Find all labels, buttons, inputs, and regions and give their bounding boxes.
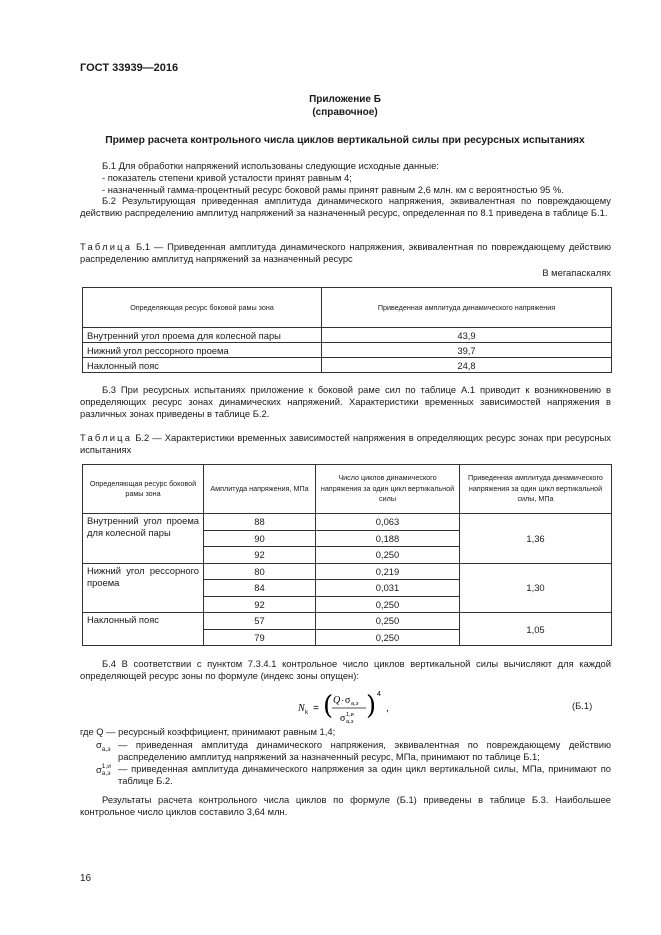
document-code: ГОСТ 33939—2016: [80, 62, 179, 74]
table-row: [83, 563, 612, 580]
formula-paren-left: (: [323, 691, 334, 721]
table-cell: 79: [204, 629, 316, 646]
table-row: [83, 358, 612, 373]
table2-caption: Таблица Б.2 — Характеристики временных зависимостей напряжения в определяющих ресурс зонах при ресурсных испытаниях: [80, 432, 611, 455]
table-b1: [82, 287, 612, 373]
table-header-row: [83, 288, 612, 328]
table-cell: 92: [204, 547, 316, 564]
section-b1: [80, 160, 611, 219]
page-number: 16: [80, 873, 92, 884]
table-header-cell: Определяющая ресурс боковой рамы зона: [83, 465, 204, 514]
formula-lhs-sub: k: [305, 710, 308, 716]
table-cell: 43,9: [322, 328, 612, 343]
definition-symbol: $\sigma_{а,э}$: [96, 739, 111, 753]
formula-sigma-num: σ: [345, 695, 351, 706]
table-cell: 1,30: [460, 563, 612, 613]
formula-lhs: N: [298, 703, 305, 714]
annex-title-line2: (справочное): [312, 107, 378, 118]
paragraph-b4: Б.4 В соответствии с пунктом 7.3.4.1 контрольное число циклов вертикальной силы вычисляют для каждой определяющей ресурс зоны по формуле (индекс зоны опущен):: [80, 658, 611, 681]
table-cell: Внутренний угол проема для колесной пары: [83, 328, 322, 343]
table-cell: Нижний угол рессорного проема: [83, 563, 204, 613]
formula-b1: [296, 686, 406, 730]
main-title: Пример расчета контрольного числа циклов вертикальной силы при ресурсных испытаниях: [105, 135, 585, 146]
table-row: [83, 343, 612, 358]
paragraph-b3: Б.3 При ресурсных испытаниях приложение к боковой раме сил по таблице А.1 приводит к возникновению в определяющих ресурс зонах динамических напряжений. Характеристики временных зависимостей напряжения в различных зонах приведены в таблице Б.2.: [80, 384, 611, 419]
table-cell: Внутренний угол проема для колесной пары: [83, 514, 204, 564]
table-cell: 90: [204, 530, 316, 547]
table-cell: 0,188: [316, 530, 460, 547]
table-cell: Нижний угол рессорного проема: [83, 343, 322, 358]
formula-sigma-den-sub: а,э: [346, 719, 354, 725]
table-cell: 0,250: [316, 547, 460, 564]
list-item: - показатель степени кривой усталости принят равным 4;: [102, 171, 352, 183]
table-cell: Наклонный пояс: [83, 613, 204, 646]
table-cell: 0,219: [316, 563, 460, 580]
table-header-cell: Амплитуда напряжения, МПа: [204, 465, 316, 514]
paragraph-b1: Б.1 Для обработки напряжений использованы следующие исходные данные:: [102, 160, 439, 171]
definition-sigma-ae: $\sigma_{а,э}$ — приведенная амплитуда динамического напряжения, эквивалентная по повреждающему действию распределению амплитуд напряжений за назначенный ресурс, МПа, принимают по таблице Б.1;: [96, 739, 611, 762]
table-row: [83, 328, 612, 343]
table-header-cell: Число циклов динамического напряжения за один цикл вертикальной силы: [316, 465, 460, 514]
paragraph-results: Результаты расчета контрольного числа циклов по формуле (Б.1) приведены в таблице Б.3. Наибольшее контрольное число циклов составило 3,64 млн.: [80, 794, 611, 817]
table-cell: 24,8: [322, 358, 612, 373]
definition-sigma-1i: σ 1,и а,э — приведенная амплитуда динамического напряжения за один цикл вертикальной силы, МПа, принимают по таблице Б.2.: [96, 763, 611, 786]
definition-symbol: σ 1,и а,э: [96, 763, 111, 777]
table-cell: 0,250: [316, 613, 460, 630]
formula-sigma-den-sup: 1,и: [346, 712, 354, 718]
table-header-cell: Приведенная амплитуда динамического напряжения за один цикл вертикальной силы, МПа: [460, 465, 612, 514]
table-row: [83, 514, 612, 531]
table-cell: 57: [204, 613, 316, 630]
table-row: [83, 613, 612, 630]
table-cell: 0,063: [316, 514, 460, 531]
formula-number: (Б.1): [572, 700, 593, 711]
table-header-row: [83, 465, 612, 514]
table1-caption: Таблица Б.1 — Приведенная амплитуда динамического напряжения, эквивалентная по повреждающему действию распределению амплитуд напряжений за назначенный ресурс: [80, 241, 611, 264]
annex-title-line1: Приложение Б: [309, 94, 381, 105]
table-cell: 0,250: [316, 629, 460, 646]
table-cell: 39,7: [322, 343, 612, 358]
formula-dot: ·: [341, 695, 345, 706]
formula-sigma-den: σ: [340, 713, 346, 724]
table-cell: 84: [204, 580, 316, 597]
table-cell: 1,05: [460, 613, 612, 646]
table-cell: 1,36: [460, 514, 612, 564]
table-header-cell: Определяющая ресурс боковой рамы зона: [83, 288, 322, 328]
table-cell: 88: [204, 514, 316, 531]
table-header-cell: Приведенная амплитуда динамического напряжения: [322, 288, 612, 328]
table-cell: 0,250: [316, 596, 460, 613]
formula-eq: =: [313, 703, 319, 714]
table-cell: Наклонный пояс: [83, 358, 322, 373]
table-b2: [82, 464, 612, 646]
list-item: - назначенный гамма-процентный ресурс боковой рамы принят равным 2,6 млн. км с вероятностью 95 %.: [102, 183, 564, 195]
table1-units: В мегапаскалях: [542, 267, 611, 278]
paragraph-b2: Б.2 Результирующая приведенная амплитуда динамического напряжения, эквивалентная по повреждающему действию распределению амплитуд напряжений за назначенный ресурс, определенная по 8.1 приведена в таблице Б.1.: [80, 195, 611, 219]
table-cell: 0,031: [316, 580, 460, 597]
annex-title: [80, 93, 610, 119]
table-cell: 80: [204, 563, 316, 580]
definition-q: где Q — ресурсный коэффициент, принимают равным 1,4;: [80, 726, 336, 737]
table-cell: 92: [204, 596, 316, 613]
formula-q: Q: [333, 695, 341, 706]
formula-power: 4: [377, 691, 381, 698]
formula-comma: ,: [386, 703, 389, 714]
formula-paren-right: ): [366, 691, 377, 721]
formula-sigma-num-sub: а,э: [351, 701, 359, 707]
